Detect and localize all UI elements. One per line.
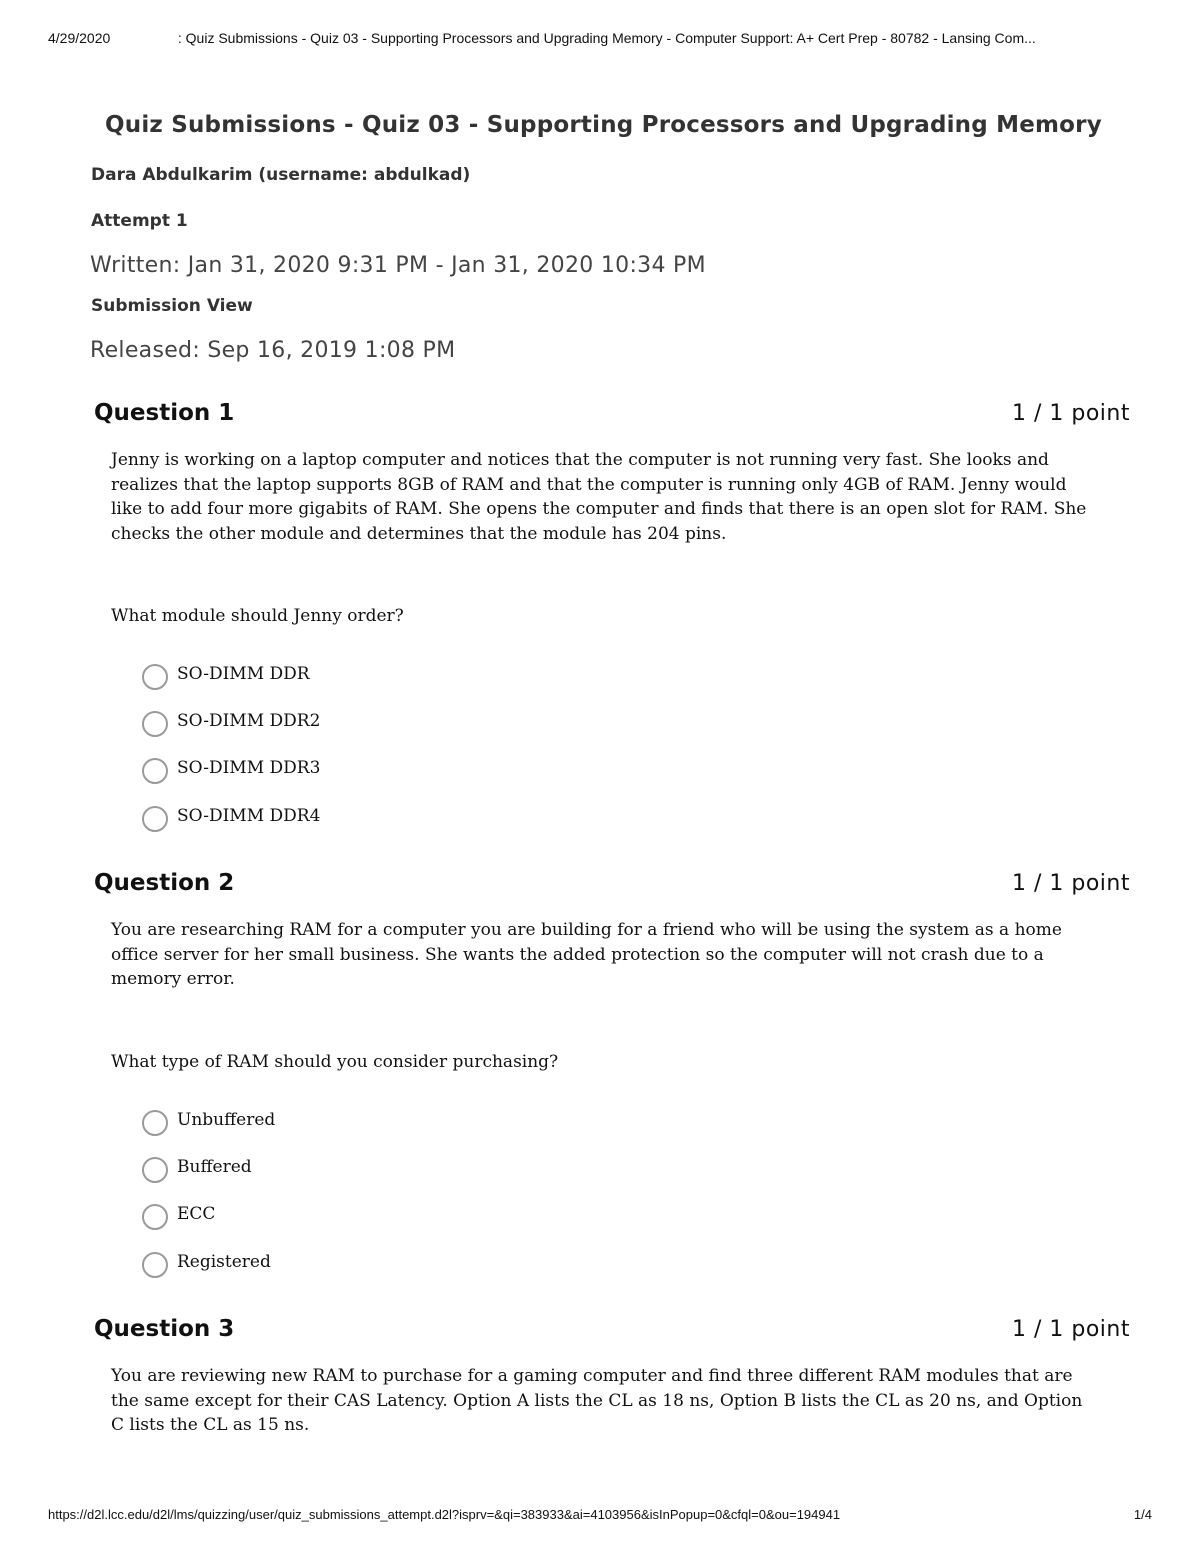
radio-button[interactable] (142, 806, 168, 832)
question-points: 1 / 1 point (1012, 401, 1130, 426)
answer-option[interactable] (142, 800, 320, 832)
answer-option[interactable] (142, 752, 320, 784)
print-page-title: : Quiz Submissions - Quiz 03 - Supporting Processors and Upgrading Memory - Computer Support: A+ Cert Prep - 80782 - Lansing Com... (177, 30, 1036, 46)
question-prompt: What type of RAM should you consider purchasing? (111, 1052, 559, 1072)
question-text-line: C lists the CL as 15 ns. (111, 1415, 310, 1436)
radio-button[interactable] (142, 1204, 168, 1230)
answer-option-label: SO-DIMM DDR4 (177, 806, 321, 826)
question-header (94, 400, 1130, 426)
attempt-label: Attempt 1 (91, 211, 188, 231)
student-name: Dara Abdulkarim (username: abdulkad) (91, 165, 471, 185)
question-text-line: like to add four more gigabits of RAM. She opens the computer and finds that there is an open slot for RAM. She (111, 499, 1087, 520)
written-timestamp: Written: Jan 31, 2020 9:31 PM - Jan 31, 2020 10:34 PM (90, 253, 706, 278)
radio-button[interactable] (142, 1110, 168, 1136)
answer-option-label: Buffered (177, 1157, 252, 1177)
radio-button[interactable] (142, 758, 168, 784)
answer-option-label: SO-DIMM DDR3 (177, 758, 321, 778)
answer-option-label: ECC (177, 1204, 216, 1224)
answer-option[interactable] (142, 1104, 275, 1136)
question-text-line: office server for her small business. She wants the added protection so the computer will not crash due to a (111, 944, 1044, 965)
print-url: https://d2l.lcc.edu/d2l/lms/quizzing/user/quiz_submissions_attempt.d2l?isprv=&qi=383933&ai=4103956&isInPopup=0&cfql=0&ou=194941 (48, 1507, 841, 1522)
question-text-line: realizes that the laptop supports 8GB of RAM and that the computer is running only 4GB of RAM. Jenny would (111, 474, 1067, 495)
question-header (94, 1316, 1130, 1342)
question-header (94, 870, 1130, 896)
answer-option-label: SO-DIMM DDR (177, 664, 310, 684)
question-text (111, 448, 1141, 546)
question-text-line: checks the other module and determines that the module has 204 pins. (111, 523, 727, 544)
print-date: 4/29/2020 (48, 30, 111, 46)
answer-option[interactable] (142, 705, 320, 737)
question-points: 1 / 1 point (1012, 871, 1130, 896)
answer-option[interactable] (142, 1198, 215, 1230)
question-text (111, 1364, 1141, 1438)
answer-option-label: Registered (177, 1252, 271, 1272)
question-title: Question 1 (94, 400, 235, 426)
radio-button[interactable] (142, 664, 168, 690)
question-text-line: Jenny is working on a laptop computer and notices that the computer is not running very fast. She looks and (111, 450, 1049, 470)
question-text-line: the same except for their CAS Latency. Option A lists the CL as 18 ns, Option B lists the CL as 20 ns, and Option (111, 1390, 1083, 1411)
question-points: 1 / 1 point (1012, 1317, 1130, 1342)
question-text-line: memory error. (111, 969, 235, 990)
answer-option[interactable] (142, 1151, 252, 1183)
radio-button[interactable] (142, 1252, 168, 1278)
answer-option[interactable] (142, 1246, 271, 1278)
answer-option-label: Unbuffered (177, 1110, 276, 1130)
released-timestamp: Released: Sep 16, 2019 1:08 PM (90, 338, 456, 363)
answer-option-label: SO-DIMM DDR2 (177, 711, 321, 731)
question-prompt: What module should Jenny order? (111, 606, 404, 626)
question-text-line: You are reviewing new RAM to purchase for a gaming computer and find three different RAM modules that are (111, 1366, 1073, 1386)
page-title: Quiz Submissions - Quiz 03 - Supporting Processors and Upgrading Memory (105, 112, 1102, 138)
question-title: Question 2 (94, 870, 235, 896)
question-title: Question 3 (94, 1316, 235, 1342)
print-header (48, 30, 1152, 46)
radio-button[interactable] (142, 1157, 168, 1183)
answer-option[interactable] (142, 658, 310, 690)
question-text (111, 918, 1141, 992)
radio-button[interactable] (142, 711, 168, 737)
submission-view-label: Submission View (91, 296, 253, 316)
print-footer (48, 1507, 1152, 1522)
print-page-number: 1/4 (1133, 1507, 1152, 1522)
question-text-line: You are researching RAM for a computer you are building for a friend who will be using the system as a home (111, 920, 1062, 940)
